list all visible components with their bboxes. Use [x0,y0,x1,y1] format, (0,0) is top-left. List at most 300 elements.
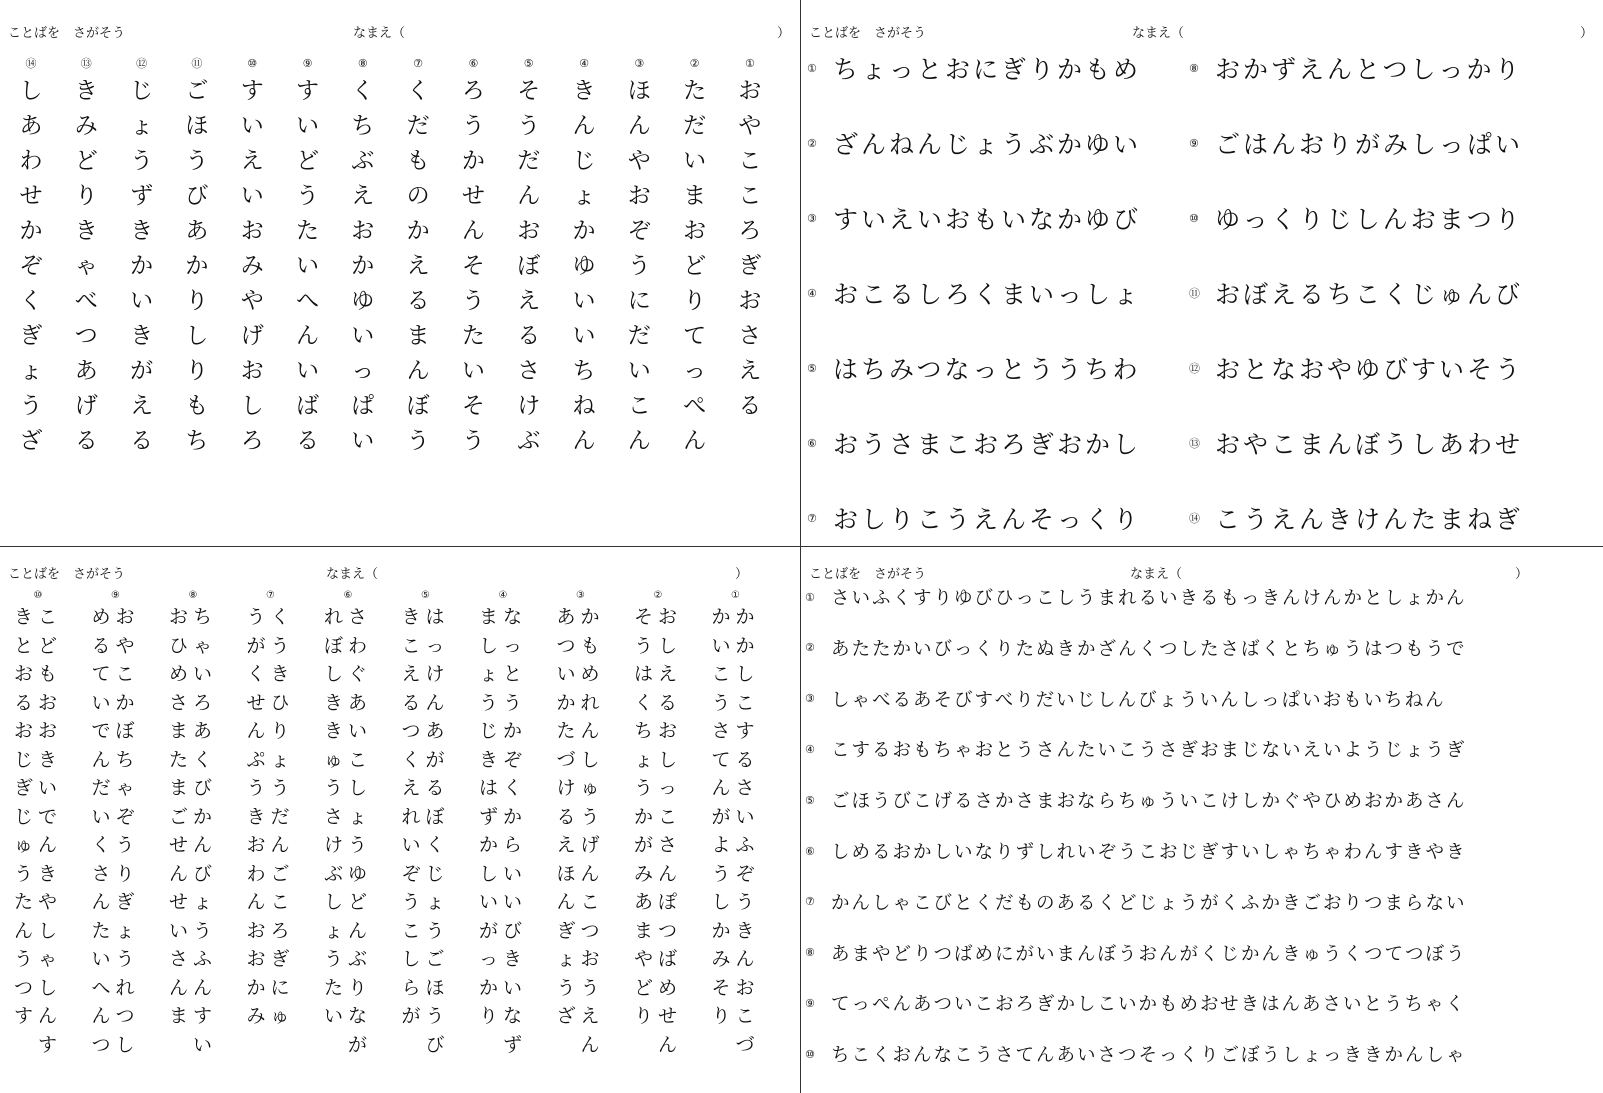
grid-letter: ざ [19,428,43,454]
column-number: ① [731,590,740,601]
grid-letter: く [401,748,421,771]
grid-letter: え [351,183,375,209]
grid-letter: が [479,919,499,942]
grid-letter: う [627,253,651,279]
grid-letter: ぼ [115,720,135,742]
grid-letter: う [461,113,485,139]
grid-letter: よ [711,834,731,856]
grid-letter: う [634,634,654,657]
grid-letter: い [461,358,485,384]
grid-letter: ん [580,720,600,742]
column-number: ⑧ [188,590,198,601]
grid-column [16,54,46,459]
grid-letter: ろ [270,919,290,942]
grid-letter: ぺ [683,393,707,419]
grid-letter: る [658,691,678,714]
grid-letter: い [503,862,523,885]
grid-letter: う [461,428,485,454]
grid-column [680,54,710,459]
grid-letter: つ [556,634,576,657]
grid-letter: る [406,288,430,314]
grid-letter: お [38,691,58,714]
grid-letter: や [738,113,762,139]
grid-letter: い [503,891,523,913]
grid-letter: お [658,606,678,628]
puzzle-panel-2 [801,0,1603,547]
grid-column-pair [247,589,295,1031]
row-letters: おうさまこおろぎおかし [833,430,1142,459]
column-pair-letters [479,603,527,1059]
grid-column [712,603,736,1059]
grid-letter: い [296,253,319,279]
row-letters: こするおもちゃおとうさんたいこうさぎおまじないえいようじょうぎ [831,740,1467,762]
grid-column [624,54,654,459]
grid-letter: お [115,606,135,628]
grid-letter: わ [246,862,266,885]
grid-column [293,54,323,459]
grid-letter: い [556,663,576,685]
grid-letter: い [479,891,499,913]
grid-letter: び [193,777,213,799]
grid-letter: あ [74,358,98,384]
column-number: ⑧ [357,57,368,70]
grid-letter: も [580,634,600,657]
grid-letter: が [634,834,654,856]
column-pair-letters [92,603,140,1059]
grid-letter: め [91,606,111,628]
worksheet-title: ことばを さがそう [809,567,927,582]
grid-letter: ゃ [74,253,98,279]
grid-letter: い [683,148,707,174]
grid-letter: は [425,606,445,628]
grid-letter: ゃ [193,634,213,657]
grid-letter: ろ [461,78,485,104]
grid-letter: れ [401,805,421,828]
grid-letter: さ [348,606,368,628]
column-number: ② [653,590,663,601]
word-row [805,583,1467,611]
grid-letter: ど [74,148,98,174]
grid-letter: お [246,948,266,970]
word-row [805,837,1467,865]
grid-letter: く [193,748,213,771]
word-row [807,198,1141,238]
grid-letter: と [503,663,523,685]
grid-letter: け [425,663,445,685]
grid-letter: し [658,748,678,771]
grid-letter: い [91,805,111,828]
grid-letter: ん [627,428,651,454]
grid-letter: こ [658,805,678,828]
grid-letter: い [348,720,368,742]
grid-letter: う [14,862,34,885]
grid-letter: う [185,148,209,174]
row-letters: おかずえんとつしっかり [1215,55,1523,84]
grid-letter: ず [130,183,154,209]
row-number: ④ [807,286,817,300]
grid-letter: う [503,691,523,714]
grid-letter: お [14,663,34,685]
column-number: ⑤ [523,57,534,70]
grid-letter: え [580,1005,600,1027]
column-pair-letters [712,603,760,1059]
column-pair-letters [402,603,450,1059]
column-number: ⑬ [80,57,92,70]
grid-letter: び [503,919,523,942]
grid-letter: ひ [169,634,189,657]
grid-letter: げ [74,393,98,419]
grid-letter: う [406,428,430,454]
grid-letter: す [735,720,755,742]
grid-letter: え [406,253,430,279]
grid-letter: せ [461,183,485,209]
grid-letter: ど [348,891,368,913]
word-row [805,634,1467,662]
grid-letter: た [296,218,319,244]
column-pair-letters [634,603,682,1059]
grid-letter: ち [193,606,213,628]
row-number: ⑧ [805,946,815,960]
grid-column [348,54,378,459]
grid-letter: こ [401,919,421,942]
grid-letter: ど [296,148,319,174]
grid-letter: し [240,393,264,419]
grid-column-pair [169,589,217,1059]
grid-letter: こ [38,606,58,628]
grid-letter: で [91,720,111,742]
grid-column-pair [402,589,450,1059]
grid-letter: こ [270,891,290,913]
grid-letter: い [627,358,651,384]
grid-letter: き [503,948,523,970]
grid-letter: う [556,976,576,999]
word-row [1189,273,1523,313]
grid-letter: ん [270,834,290,856]
grid-letter: か [735,606,755,628]
word-row [807,498,1141,538]
word-row [807,273,1141,313]
grid-letter: う [19,393,43,419]
grid-letter: ぶ [351,148,375,174]
grid-letter: ま [479,606,499,628]
grid-column [38,603,62,1059]
grid-letter: ょ [19,358,43,384]
grid-letter: ん [658,862,678,885]
grid-letter: こ [115,663,135,685]
grid-letter: う [425,1005,445,1027]
grid-letter: が [425,748,445,771]
grid-letter: く [425,834,445,856]
row-number: ⑨ [805,996,815,1010]
grid-letter: る [556,805,576,828]
grid-letter: れ [324,606,344,628]
row-letters: はちみつなっとううちわ [833,355,1141,384]
grid-letter: ち [351,113,375,139]
row-number: ③ [807,211,817,225]
grid-letter: ぎ [115,891,135,913]
word-row [1189,423,1523,463]
grid-letter: ん [425,691,445,714]
row-letters: おぼえるちこくじゅんび [1215,280,1524,309]
grid-letter: た [14,891,34,913]
grid-letter: だ [683,113,707,139]
grid-letter: う [461,288,485,314]
grid-letter: ぎ [738,253,762,279]
grid-letter: な [503,1005,523,1027]
grid-letter: ぎ [270,948,290,970]
grid-letter: い [130,288,154,314]
grid-letter: じ [479,720,499,742]
column-number: ⑦ [413,57,424,70]
grid-letter: は [634,663,654,685]
grid-letter: ば [658,948,678,970]
grid-letter: ょ [193,891,213,913]
name-close-paren: ） [1579,26,1593,41]
grid-letter: り [185,288,209,314]
grid-letter: う [296,183,319,209]
grid-letter: き [74,78,98,104]
grid-letter: け [324,834,344,856]
grid-letter: う [324,948,344,970]
grid-letter: び [425,1033,445,1056]
grid-letter: く [634,691,654,714]
grid-column-pair [712,589,760,1059]
grid-letter: う [711,862,731,885]
grid-letter: り [479,1005,499,1027]
grid-letter: ん [572,113,596,139]
grid-column [581,603,605,1059]
grid-column [127,54,157,459]
grid-letter: し [658,634,678,657]
grid-letter: せ [19,183,43,209]
grid-letter: ん [627,113,651,139]
grid-letter: え [517,288,541,314]
grid-letter: う [401,891,421,913]
grid-letter: え [401,663,421,685]
grid-letter: ん [572,428,596,454]
grid-letter: お [738,78,762,104]
grid-letter: す [240,78,264,104]
grid-column [348,603,372,1059]
grid-letter: び [193,862,213,885]
grid-letter: ず [503,1033,523,1056]
worksheet-title: ことばを さがそう [809,26,927,41]
grid-letter: ぷ [246,748,266,771]
grid-column [658,603,682,1059]
grid-letter: し [324,891,344,913]
row-number: ⑤ [805,793,815,807]
grid-letter: う [735,891,755,913]
grid-column-pair [479,589,527,1059]
grid-letter: で [38,805,58,828]
grid-letter: そ [461,253,485,279]
grid-letter: ご [169,805,189,828]
grid-letter: そ [461,393,485,419]
grid-letter: え [738,358,762,384]
row-number: ⑫ [1189,362,1200,375]
grid-letter: だ [517,148,541,174]
grid-letter: び [185,183,209,209]
grid-column-pair [14,589,62,1059]
grid-letter: う [270,634,290,657]
grid-column [557,603,581,1059]
row-number: ⑦ [805,895,815,909]
grid-letter: あ [556,606,576,628]
grid-letter: り [74,183,98,209]
grid-letter: や [240,288,264,314]
grid-letter: い [351,428,375,454]
grid-column [14,603,38,1059]
row-letters: おしりこうえんそっくり [833,505,1142,534]
grid-letter: う [711,691,731,714]
grid-letter: す [193,1005,213,1027]
grid-letter: ゃ [115,777,135,799]
grid-letter: し [38,919,58,942]
grid-letter: ぼ [425,805,445,828]
grid-column [247,603,271,1031]
grid-letter: ょ [572,183,596,209]
row-number: ⑨ [1189,136,1199,150]
grid-letter: か [556,691,576,714]
grid-letter: げ [580,834,600,856]
grid-letter: つ [401,720,421,742]
grid-letter: き [324,720,344,742]
grid-letter: も [38,663,58,685]
grid-letter: か [130,253,154,279]
grid-letter: ん [193,976,213,999]
grid-letter: く [406,78,430,104]
grid-letter: お [246,919,266,942]
grid-letter: り [683,288,707,314]
grid-letter: る [91,634,111,657]
grid-letter: あ [634,891,654,913]
grid-letter: ん [91,1005,111,1027]
grid-letter: ん [683,428,707,454]
grid-letter: い [91,691,111,714]
grid-letter: う [14,948,34,970]
word-row [805,786,1467,814]
grid-letter: お [683,218,707,244]
grid-letter: き [14,606,34,628]
grid-letter: し [479,862,499,885]
grid-column [736,603,760,1059]
grid-letter: え [556,834,576,856]
grid-letter: ゃ [38,948,58,970]
name-label: なまえ（ [326,567,379,582]
grid-letter: ゅ [324,748,344,771]
grid-letter: き [479,748,499,771]
grid-letter: い [193,1033,213,1056]
grid-letter: か [406,218,430,244]
grid-letter: み [74,113,98,139]
grid-letter: き [130,218,154,244]
column-pair-letters [557,603,605,1059]
name-close-paren: ） [1514,567,1528,582]
name-label: なまえ（ [1130,567,1183,582]
grid-letter: め [580,663,600,685]
grid-letter: ょ [130,113,154,139]
worksheet-header [809,22,1593,42]
grid-letter: き [572,78,596,104]
row-letters: かんしゃこびとくだものあるくどじょうがくふかきごおりつまらない [831,892,1467,914]
grid-column-pair [324,589,372,1059]
grid-letter: せ [658,1005,678,1027]
row-number: ⑪ [1189,287,1200,300]
grid-letter: ま [683,183,707,209]
grid-letter: こ [348,748,368,771]
grid-letter: き [401,606,421,628]
grid-column [479,603,503,1059]
grid-letter: が [348,1033,368,1056]
row-letters: ごほうびこげるさかさまおならちゅういこけしかぐやひめおかあさん [831,791,1467,813]
grid-letter: ろ [193,691,213,714]
grid-letter: わ [19,148,43,174]
grid-letter: き [270,663,290,685]
grid-letter: じ [14,748,34,771]
grid-letter: ょ [634,748,654,771]
grid-letter: う [580,976,600,999]
word-row [805,735,1467,763]
column-number: ⑪ [191,57,203,70]
grid-letter: せ [169,891,189,913]
grid-letter: う [634,777,654,799]
grid-letter: て [683,323,707,349]
row-number: ⑦ [807,511,817,525]
grid-letter: が [130,358,154,384]
grid-column [71,54,101,459]
grid-letter: に [270,976,290,999]
worksheet-header [8,22,790,42]
grid-letter: ん [14,919,34,942]
grid-letter: ぼ [324,634,344,657]
grid-letter: ょ [115,919,135,942]
grid-letter: ほ [556,862,576,885]
grid-letter: お [240,358,264,384]
grid-letter: か [351,253,375,279]
word-row [805,939,1467,967]
grid-letter: す [14,1005,34,1027]
grid-letter: ち [572,358,596,384]
grid-letter: づ [735,1033,755,1056]
grid-letter: い [38,777,58,799]
grid-letter: し [115,1033,135,1056]
grid-letter: ぎ [19,323,43,349]
grid-letter: と [14,634,34,657]
grid-letter: た [91,919,111,942]
grid-letter: つ [580,919,600,942]
grid-letter: ゆ [572,253,596,279]
grid-letter: わ [348,634,368,657]
grid-letter: こ [711,663,731,685]
grid-letter: だ [91,777,111,799]
grid-letter: さ [738,323,762,349]
grid-letter: ち [185,428,209,454]
grid-letter: ん [406,358,430,384]
worksheet-header [8,563,790,583]
grid-column [634,603,658,1059]
grid-column-pair [557,589,605,1059]
grid-letter: ろ [240,428,264,454]
name-close-paren: ） [734,567,748,582]
grid-letter: お [580,948,600,970]
grid-letter: し [580,748,600,771]
row-letters: てっぺんあついこおろぎかしこいかもめおせきはんあさいとうちゃく [831,994,1466,1016]
row-number: ① [807,61,817,75]
row-letters: こうえんきけんたまねぎ [1215,505,1524,534]
grid-letter: ま [634,919,654,942]
grid-letter: な [348,1005,368,1027]
grid-letter: う [115,834,135,856]
